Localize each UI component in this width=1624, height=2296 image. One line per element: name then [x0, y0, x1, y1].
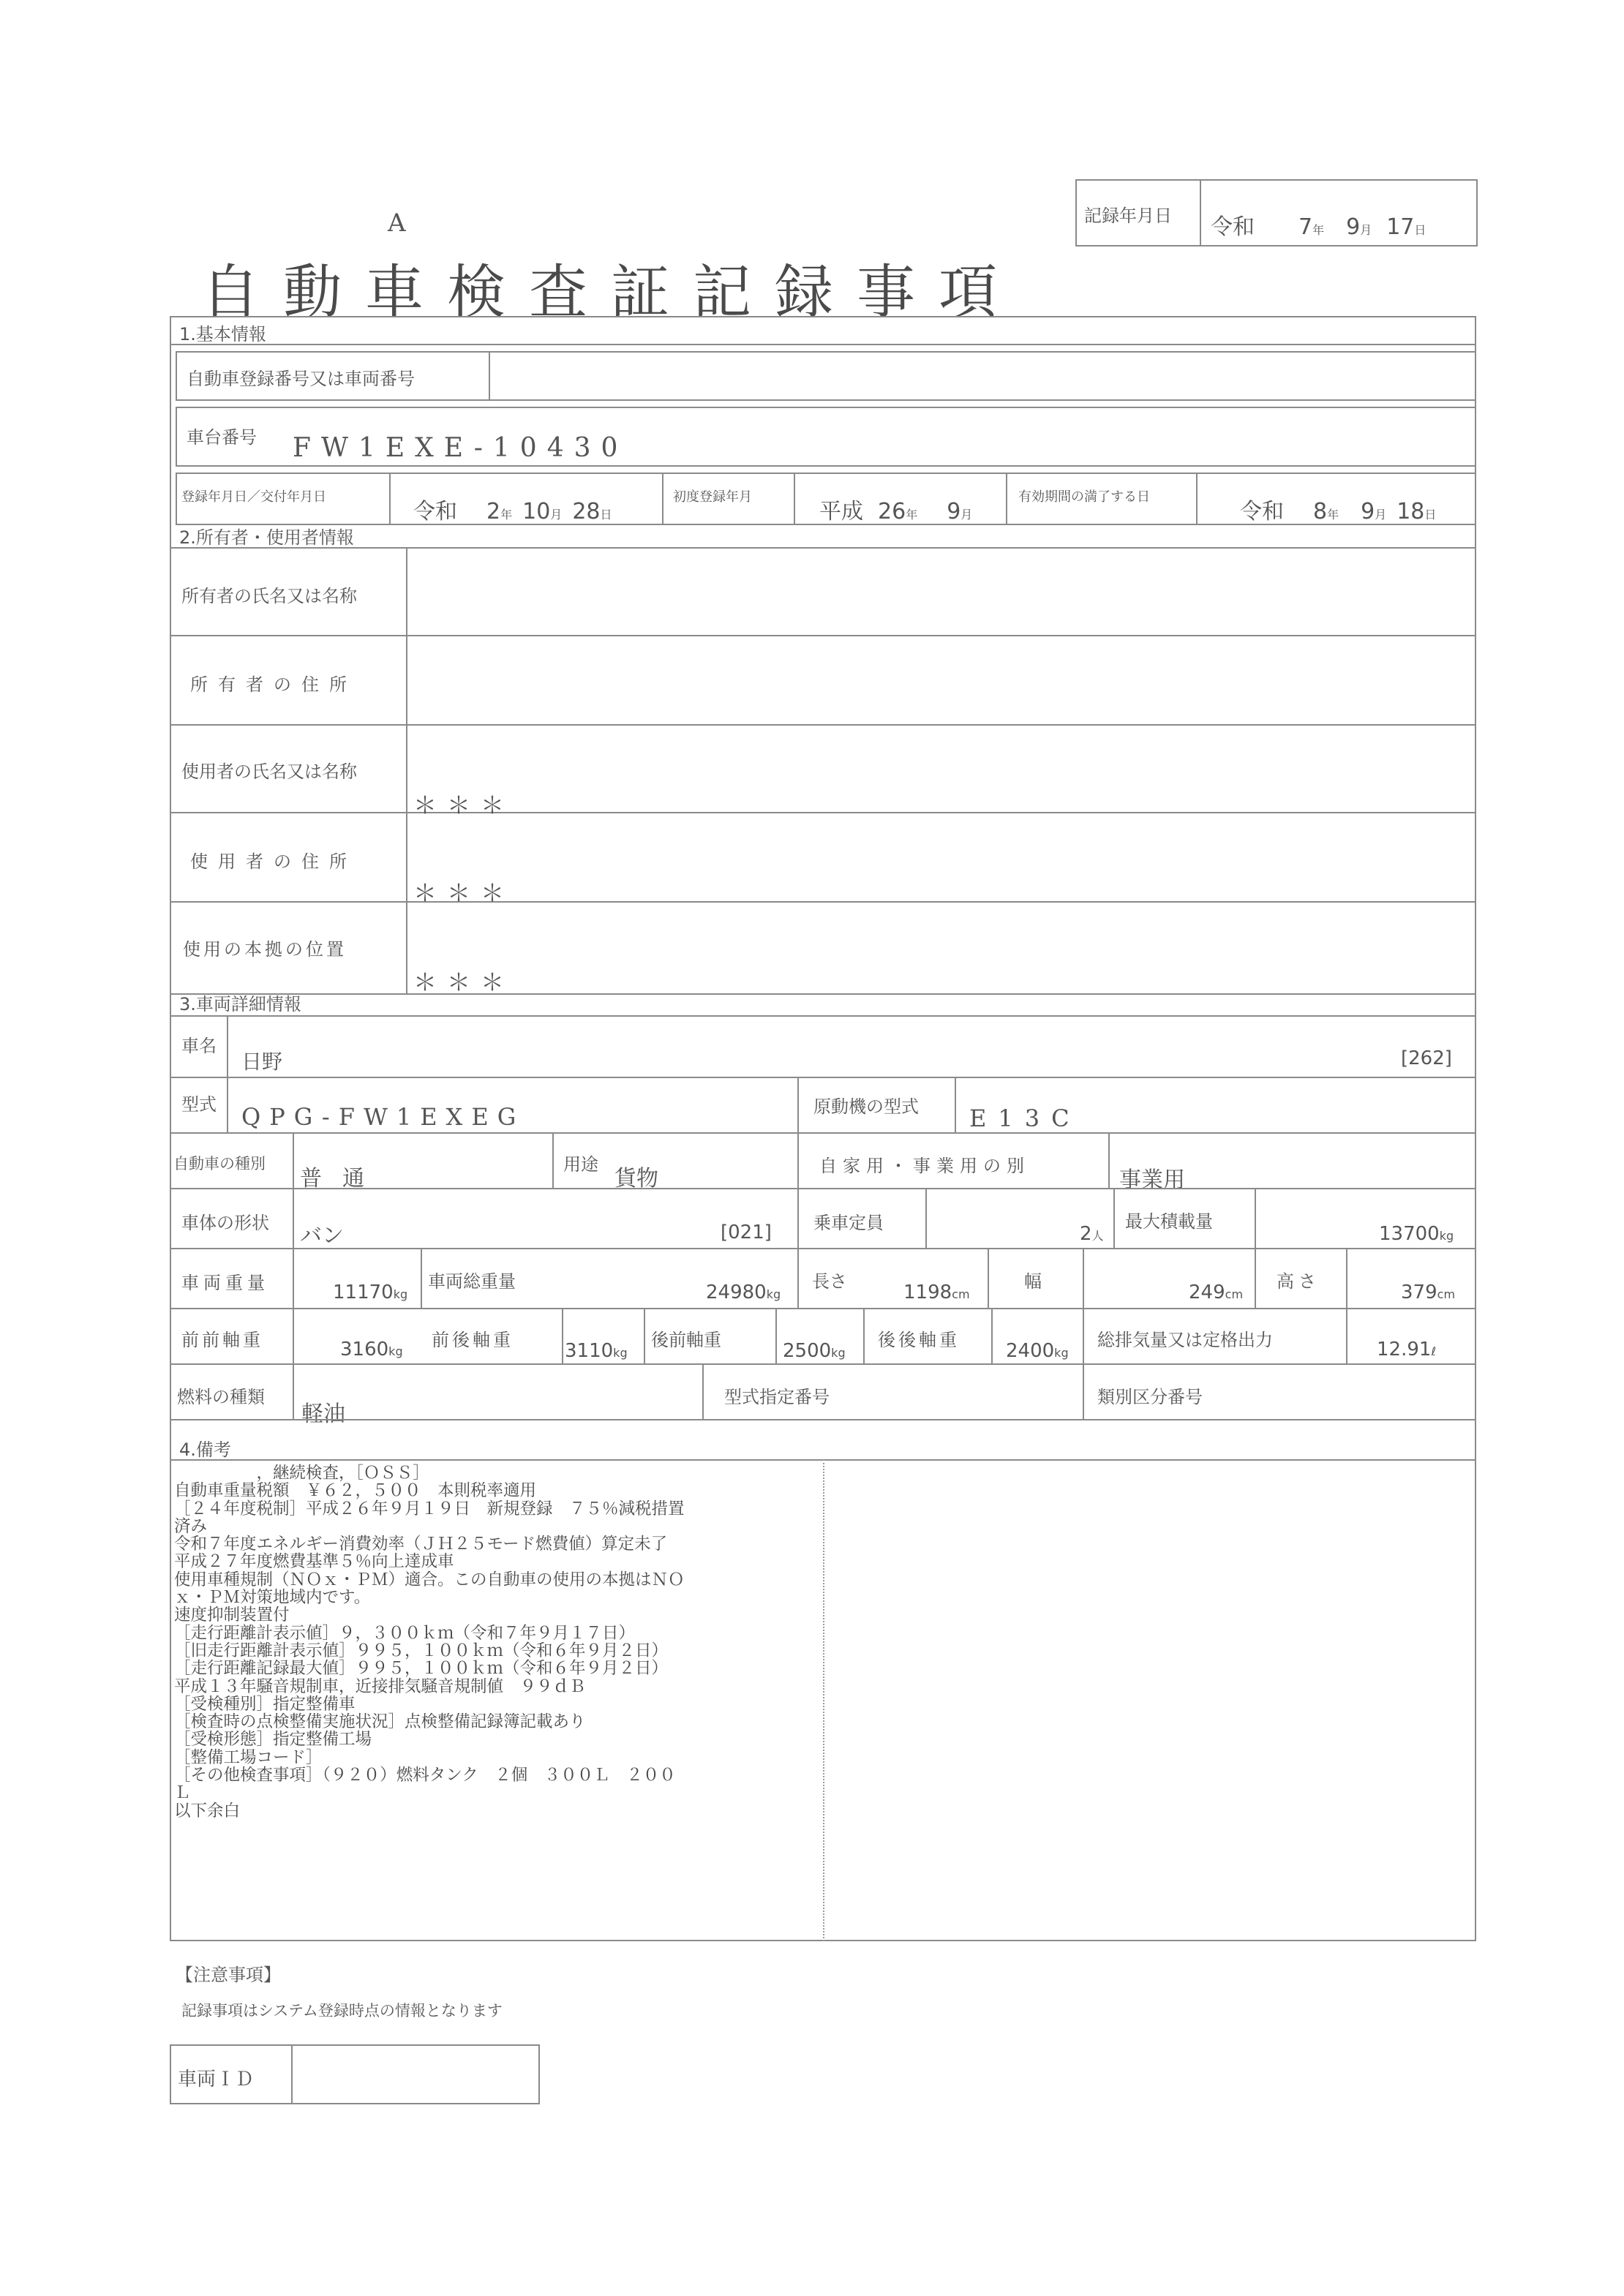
- rf-axle-label: 後前軸重: [651, 1330, 721, 1350]
- max-load-value: 13700kg: [1379, 1223, 1454, 1245]
- remarks-text: ，継続検査，［ＯＳＳ］ 自動車重量税額 ￥６２，５００ 本則税率適用 ［２４年度税制］平成２６年９月１９日 新規登録 ７５％減税措置 済み 令和７年度エネルギー消費効率（ＪＨ２５モード燃費値）算定未了 平成２７年度燃費基準５％向上達成車 使用車種規制（ＮＯｘ・ＰＭ）適合。この自動車の使用の本拠はＮＯ ｘ・ＰＭ対策地域内です。 速度抑制装置付 ［走行距離計表示値］９，３００ｋｍ（令和７年９月１７日） ［旧走行距離計表示値］９９５，１００ｋｍ（令和６年９月２日） ［走行距離記録最大値］９９５，１００ｋｍ（令和６年９月２日） 平成１３年騒音規制車，近接排気騒音規制値 ９９ｄＢ ［受検種別］指定整備車 ［検査時の点検整備実施状況］点検整備記録簿記載あり ［受検形態］指定整備工場 ［整備工場コード］ ［その他検査事項］（９２０）燃料タンク ２個 ３００Ｌ ２００ Ｌ 以下余白: [174, 1464, 685, 1821]
- max-load-label: 最大積載量: [1125, 1211, 1213, 1232]
- first-reg-label: 初度登録年月: [673, 489, 752, 505]
- body-value: バン: [300, 1223, 344, 1249]
- expiry-label: 有効期間の満了する日: [1018, 489, 1150, 505]
- fr-axle-label: 前後軸重: [432, 1330, 514, 1350]
- user-name-label: 使用者の氏名又は名称: [181, 761, 357, 782]
- section-vehicle-title: 3.車両詳細情報: [179, 994, 301, 1015]
- width-label: 幅: [1024, 1271, 1042, 1292]
- vehicle-name-value: 日野: [241, 1050, 283, 1074]
- use-label: 用途: [563, 1154, 598, 1175]
- displacement-value: 12.91ℓ: [1377, 1339, 1437, 1360]
- height-value: 379cm: [1401, 1281, 1456, 1303]
- kind-label: 自動車の種別: [173, 1155, 266, 1173]
- rr-axle-label: 後後軸重: [878, 1330, 960, 1350]
- width-value: 249cm: [1189, 1281, 1244, 1303]
- weight-label: 車両重量: [181, 1273, 269, 1293]
- gross-label: 車両総重量: [428, 1271, 516, 1292]
- section-basic-title: 1.基本情報: [179, 324, 266, 345]
- private-value: 事業用: [1119, 1167, 1185, 1193]
- owner-addr-label: 所有者の住所: [190, 674, 357, 695]
- kind-value: 普通: [300, 1166, 385, 1192]
- base-value: ＊＊＊: [413, 968, 515, 996]
- section-remarks-title: 4.備考: [179, 1439, 231, 1460]
- fr-axle-value: 3110kg: [565, 1340, 628, 1362]
- base-label: 使用の本拠の位置: [183, 939, 347, 960]
- vehicle-name-code: [262]: [1401, 1047, 1452, 1069]
- displacement-label: 総排気量又は定格出力: [1097, 1330, 1273, 1350]
- record-date-label: 記録年月日: [1084, 206, 1172, 226]
- record-date: 令和 7年 9月 17日: [1211, 214, 1426, 240]
- user-addr-label: 使用者の住所: [190, 851, 357, 872]
- private-label: 自家用・事業用の別: [819, 1156, 1030, 1176]
- chassis-value: FW1EXE-10430: [293, 433, 628, 463]
- reg-date-label: 登録年月日／交付年月日: [181, 489, 326, 505]
- reg-no-label: 自動車登録番号又は車両番号: [187, 369, 415, 389]
- document-title: 自動車検査証記録事項: [201, 258, 1020, 326]
- engine-value: E13C: [969, 1104, 1081, 1132]
- user-name-value: ＊＊＊: [413, 791, 515, 819]
- class-no-label: 類別区分番号: [1097, 1387, 1203, 1407]
- fuel-label: 燃料の種類: [177, 1387, 265, 1407]
- ff-axle-label: 前前軸重: [181, 1330, 263, 1350]
- rf-axle-value: 2500kg: [783, 1340, 846, 1362]
- model-value: QPG-FW1EXEG: [241, 1103, 525, 1131]
- model-label: 型式: [181, 1094, 217, 1115]
- use-value: 貨物: [614, 1166, 658, 1192]
- weight-value: 11170kg: [333, 1281, 408, 1303]
- document-mark: A: [388, 208, 406, 238]
- length-value: 1198cm: [903, 1281, 970, 1303]
- vehicle-name-label: 車名: [181, 1036, 217, 1056]
- notes-text: 記録事項はシステム登録時点の情報となります: [181, 2002, 503, 2020]
- length-label: 長さ: [812, 1271, 847, 1292]
- reg-date-value: 令和 2年 10月 28日: [413, 499, 612, 524]
- first-reg-value: 平成 26年 9月: [819, 499, 973, 524]
- notes-label: 【注意事項】: [176, 1965, 281, 1985]
- gross-value: 24980kg: [706, 1281, 781, 1303]
- chassis-label: 車台番号: [187, 427, 257, 448]
- type-no-label: 型式指定番号: [724, 1387, 830, 1407]
- body-code: [021]: [721, 1222, 772, 1243]
- fuel-value: 軽油: [301, 1401, 345, 1427]
- ff-axle-value: 3160kg: [340, 1339, 403, 1360]
- engine-label: 原動機の型式: [813, 1096, 919, 1117]
- rr-axle-value: 2400kg: [1006, 1340, 1069, 1362]
- owner-name-label: 所有者の氏名又は名称: [181, 586, 357, 606]
- capacity-value: 2人: [1080, 1223, 1104, 1245]
- section-owner-title: 2.所有者・使用者情報: [179, 527, 354, 548]
- expiry-value: 令和 8年 9月 18日: [1240, 499, 1437, 524]
- height-label: 高さ: [1277, 1271, 1320, 1292]
- user-addr-value: ＊＊＊: [413, 879, 515, 907]
- vehicle-id-label: 車両ＩＤ: [178, 2069, 255, 2090]
- capacity-label: 乗車定員: [813, 1213, 884, 1233]
- body-label: 車体の形状: [181, 1213, 269, 1233]
